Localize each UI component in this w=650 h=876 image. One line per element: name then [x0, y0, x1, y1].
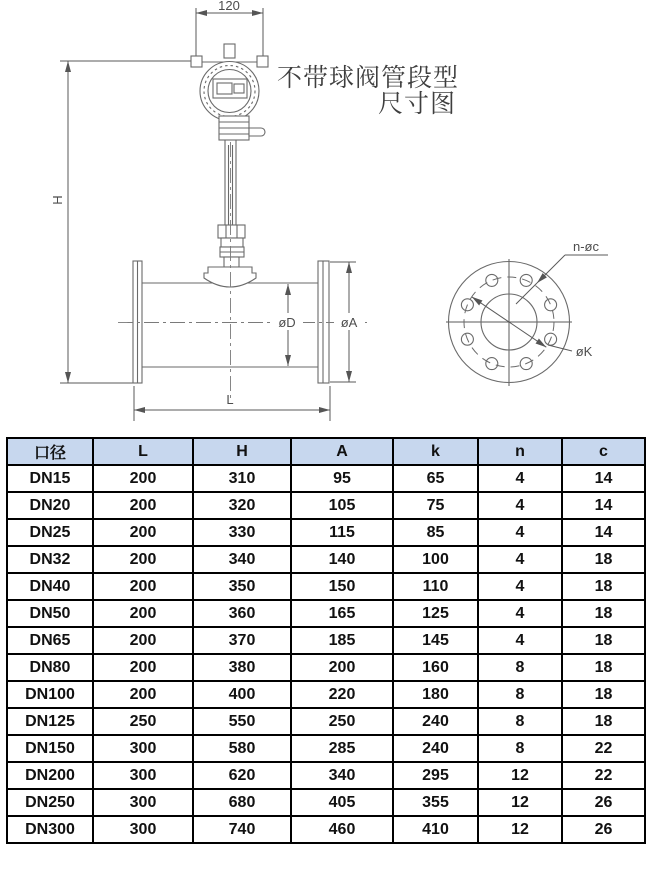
- table-cell: DN150: [7, 735, 93, 762]
- table-cell: 180: [393, 681, 478, 708]
- table-cell: DN15: [7, 465, 93, 492]
- table-row: [7, 816, 645, 843]
- table-cell: 330: [193, 519, 291, 546]
- table-cell: 200: [93, 546, 193, 573]
- dim-height: [50, 61, 197, 383]
- dim-bolt-holes: [516, 239, 608, 304]
- dim-top-width-label: 120: [218, 0, 240, 13]
- table-cell: 8: [478, 735, 562, 762]
- table-cell: 200: [93, 465, 193, 492]
- table-cell: 26: [562, 816, 645, 843]
- table-row: [7, 654, 645, 681]
- table-cell: 18: [562, 654, 645, 681]
- table-cell: 4: [478, 573, 562, 600]
- table-cell: DN80: [7, 654, 93, 681]
- table-cell: 370: [193, 627, 291, 654]
- table-cell: 14: [562, 465, 645, 492]
- table-cell: 12: [478, 789, 562, 816]
- sensor-stem: [218, 116, 265, 267]
- table-cell: DN50: [7, 600, 93, 627]
- table-cell: 200: [93, 654, 193, 681]
- table-row: [7, 573, 645, 600]
- table-cell: 115: [291, 519, 393, 546]
- table-cell: DN300: [7, 816, 93, 843]
- saddle-mount: [204, 267, 256, 287]
- table-row: [7, 789, 645, 816]
- table-cell: 200: [291, 654, 393, 681]
- table-cell: 360: [193, 600, 291, 627]
- table-cell: 12: [478, 816, 562, 843]
- table-cell: 150: [291, 573, 393, 600]
- table-row: [7, 762, 645, 789]
- dim-length-label: L: [226, 392, 234, 407]
- table-cell: 240: [393, 735, 478, 762]
- table-cell: 405: [291, 789, 393, 816]
- dim-inner-diameter-label: øD: [278, 315, 296, 330]
- table-cell: 4: [478, 519, 562, 546]
- table-cell: 200: [93, 492, 193, 519]
- table-cell: DN25: [7, 519, 93, 546]
- table-cell: 300: [93, 816, 193, 843]
- table-row: [7, 492, 645, 519]
- table-cell: 740: [193, 816, 291, 843]
- table-cell: 200: [93, 600, 193, 627]
- table-cell: DN32: [7, 546, 93, 573]
- table-cell: 22: [562, 762, 645, 789]
- table-cell: 285: [291, 735, 393, 762]
- table-cell: 105: [291, 492, 393, 519]
- cable-entry-port: [249, 128, 265, 136]
- table-cell: 220: [291, 681, 393, 708]
- column-header: L: [93, 438, 193, 465]
- column-header: 口径: [7, 438, 93, 465]
- table-row: [7, 681, 645, 708]
- table-row: [7, 546, 645, 573]
- title-line-2: 尺寸图: [377, 90, 456, 118]
- table-cell: 18: [562, 627, 645, 654]
- dim-bolt-circle-label: øK: [575, 344, 593, 359]
- table-row: [7, 465, 645, 492]
- table-cell: 145: [393, 627, 478, 654]
- dim-inner-diameter: [272, 284, 303, 366]
- table-cell: DN250: [7, 789, 93, 816]
- table-cell: 165: [291, 600, 393, 627]
- dimension-table: [6, 437, 646, 844]
- table-cell: 355: [393, 789, 478, 816]
- table-cell: 380: [193, 654, 291, 681]
- column-header: k: [393, 438, 478, 465]
- table-row: [7, 735, 645, 762]
- table-row: [7, 627, 645, 654]
- title-line-1: 不带球阀管段型: [276, 64, 459, 92]
- table-cell: 200: [93, 627, 193, 654]
- table-cell: 320: [193, 492, 291, 519]
- table-cell: DN125: [7, 708, 93, 735]
- table-cell: 18: [562, 546, 645, 573]
- table-cell: 340: [193, 546, 291, 573]
- table-row: [7, 600, 645, 627]
- table-cell: 200: [93, 519, 193, 546]
- table-cell: 200: [93, 573, 193, 600]
- table-cell: 12: [478, 762, 562, 789]
- dim-outer-diameter-label: øA: [340, 315, 358, 330]
- table-cell: 620: [193, 762, 291, 789]
- column-header: A: [291, 438, 393, 465]
- table-cell: 300: [93, 762, 193, 789]
- table-cell: DN200: [7, 762, 93, 789]
- table-cell: 85: [393, 519, 478, 546]
- table-cell: 295: [393, 762, 478, 789]
- table-cell: DN100: [7, 681, 93, 708]
- table-cell: 460: [291, 816, 393, 843]
- table-cell: 4: [478, 600, 562, 627]
- table-cell: 125: [393, 600, 478, 627]
- table-cell: 240: [393, 708, 478, 735]
- table-row: [7, 708, 645, 735]
- table-cell: 580: [193, 735, 291, 762]
- dim-height-label: H: [50, 195, 65, 205]
- table-cell: DN40: [7, 573, 93, 600]
- table-cell: 160: [393, 654, 478, 681]
- table-cell: 18: [562, 681, 645, 708]
- table-cell: 400: [193, 681, 291, 708]
- drawing-title: [277, 64, 459, 118]
- table-cell: 4: [478, 465, 562, 492]
- table-header-row: [7, 438, 645, 465]
- table-cell: 350: [193, 573, 291, 600]
- table-cell: 8: [478, 654, 562, 681]
- table-cell: 300: [93, 789, 193, 816]
- column-header: n: [478, 438, 562, 465]
- table-cell: 14: [562, 519, 645, 546]
- table-cell: 8: [478, 708, 562, 735]
- table-cell: 26: [562, 789, 645, 816]
- table-cell: 95: [291, 465, 393, 492]
- table-cell: DN20: [7, 492, 93, 519]
- table-cell: 250: [291, 708, 393, 735]
- display-window: [213, 79, 247, 98]
- dim-outer-diameter: [330, 262, 365, 382]
- table-cell: 75: [393, 492, 478, 519]
- table-cell: 4: [478, 546, 562, 573]
- table-cell: 4: [478, 492, 562, 519]
- table-cell: 310: [193, 465, 291, 492]
- table-cell: 200: [93, 681, 193, 708]
- column-header: c: [562, 438, 645, 465]
- table-cell: 410: [393, 816, 478, 843]
- flange-front-view: [446, 239, 608, 386]
- table-cell: 140: [291, 546, 393, 573]
- table-cell: 22: [562, 735, 645, 762]
- dimension-table-body: [7, 465, 645, 843]
- dimension-table-container: [6, 437, 646, 844]
- table-cell: 8: [478, 681, 562, 708]
- column-header: H: [193, 438, 291, 465]
- table-cell: 18: [562, 600, 645, 627]
- table-cell: 300: [93, 735, 193, 762]
- table-row: [7, 519, 645, 546]
- table-cell: 18: [562, 708, 645, 735]
- table-cell: 14: [562, 492, 645, 519]
- table-cell: 340: [291, 762, 393, 789]
- transmitter-head-icon: [191, 44, 268, 121]
- table-cell: 65: [393, 465, 478, 492]
- dim-length: [134, 386, 330, 421]
- table-cell: 110: [393, 573, 478, 600]
- table-cell: 550: [193, 708, 291, 735]
- table-cell: 100: [393, 546, 478, 573]
- hex-nut: [218, 225, 245, 238]
- table-cell: 185: [291, 627, 393, 654]
- table-cell: 680: [193, 789, 291, 816]
- table-cell: 18: [562, 573, 645, 600]
- table-cell: 4: [478, 627, 562, 654]
- dim-bolt-holes-label: n-øc: [573, 239, 599, 254]
- table-cell: 250: [93, 708, 193, 735]
- table-cell: DN65: [7, 627, 93, 654]
